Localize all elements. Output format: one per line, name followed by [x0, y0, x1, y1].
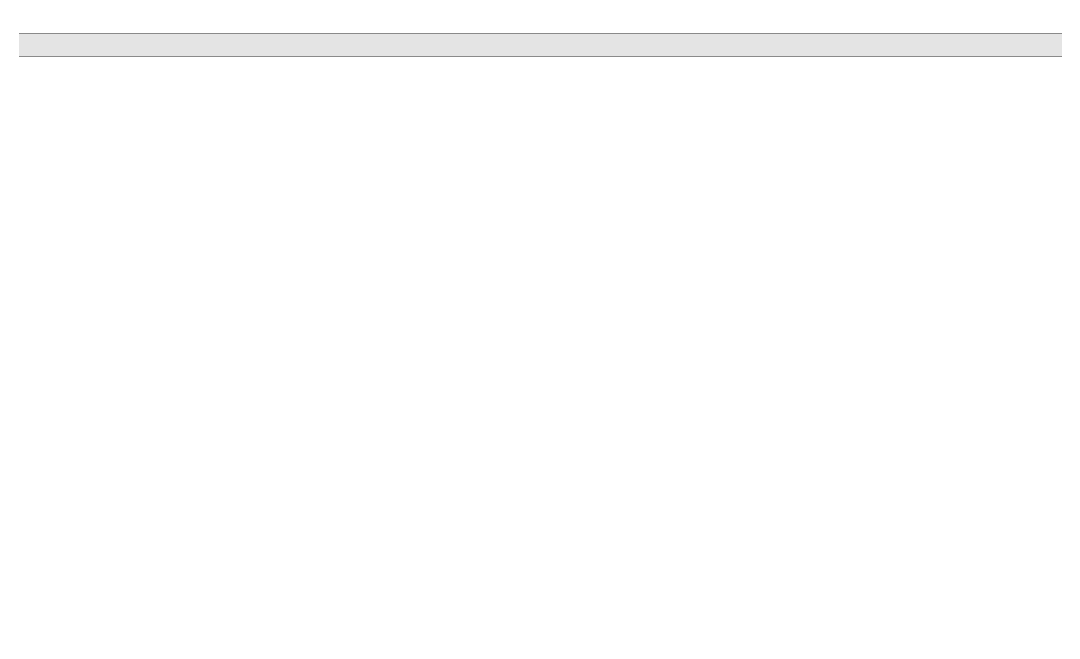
targets-table — [19, 33, 1062, 57]
header-target — [19, 34, 73, 57]
header-outcome — [657, 34, 994, 57]
header-ref — [994, 34, 1062, 57]
table-header-row — [19, 34, 1062, 57]
header-mechanisms — [245, 34, 657, 57]
header-function — [73, 34, 245, 57]
